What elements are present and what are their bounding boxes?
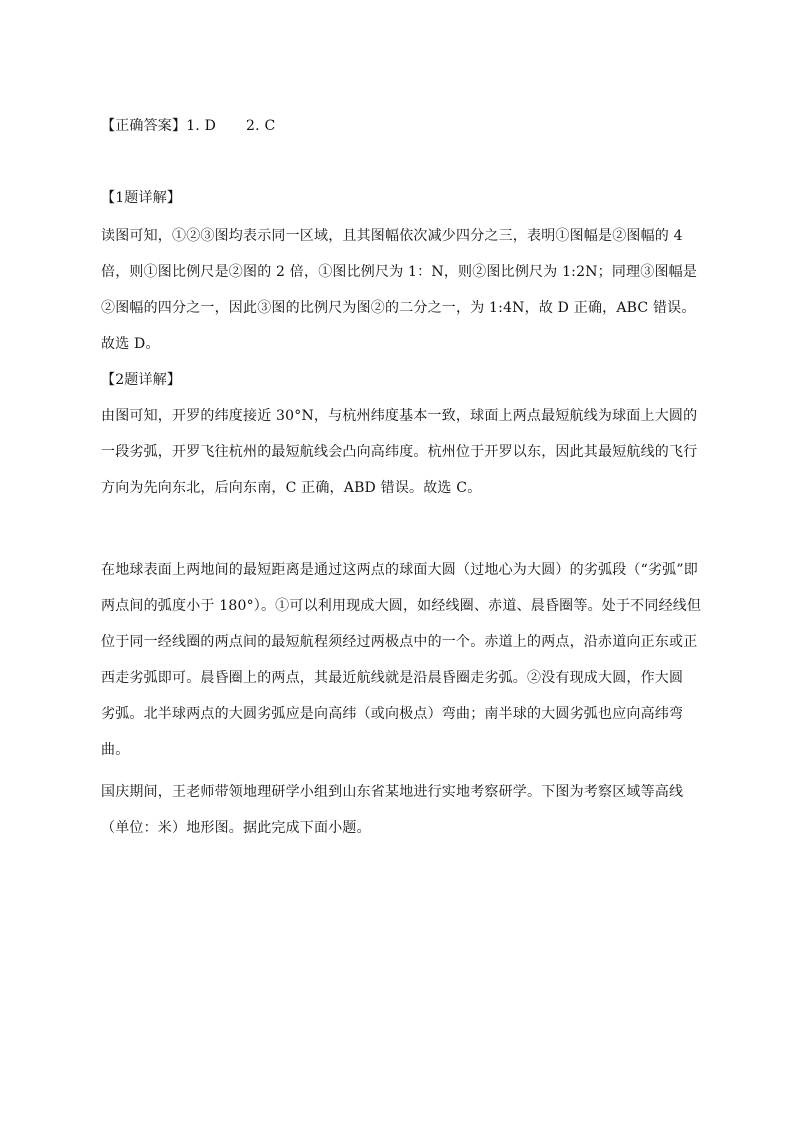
answer-label: 【正确答案】 (101, 118, 187, 134)
q1-line-3: ②图幅的四分之一，因此③图的比例尺为图②的二分之一，为 1:4N，故 D 正确，ABC 错误。 (101, 300, 696, 316)
knowledge-line-6: 曲。 (101, 742, 130, 758)
q2-line-3: 方向为先向东北，后向东南，C 正确，ABD 错误。故选 C。 (101, 480, 482, 496)
next-question-line-2: （单位：米）地形图。据此完成下面小题。 (101, 820, 371, 836)
knowledge-line-1: 在地球表面上两地间的最短距离是通过这两点的球面大圆（过地心为大圆）的劣弧段（“劣弧”即 (101, 562, 698, 578)
next-question-line-1: 国庆期间，王老师带领地理研学小组到山东省某地进行实地考察研学。下图为考察区域等高线 (101, 784, 684, 800)
answer-line (101, 116, 701, 136)
q2-line-1: 由图可知，开罗的纬度接近 30°N，与杭州纬度基本一致，球面上两点最短航线为球面上大圆的 (101, 408, 698, 424)
answer-q1: 1. D (186, 118, 217, 134)
q1-line-2: 倍，则①图比例尺是②图的 2 倍，①图比例尺为 1：N，则②图比例尺为 1:2N；同理③图幅是 (101, 264, 698, 280)
q1-heading: 【1题详解】 (101, 190, 182, 206)
q1-line-4: 故选 D。 (101, 336, 160, 352)
knowledge-line-2: 两点间的弧度小于 180°）。①可以利用现成大圆，如经线圈、赤道、晨昏圈等。处于不同经线但 (101, 598, 702, 614)
knowledge-line-3: 位于同一经线圈的两点间的最短航程须经过两极点中的一个。赤道上的两点，沿赤道向正东或正 (101, 634, 698, 650)
knowledge-line-5: 劣弧。北半球两点的大圆劣弧应是向高纬（或向极点）弯曲；南半球的大圆劣弧也应向高纬弯 (101, 706, 684, 722)
knowledge-line-4: 西走劣弧即可。晨昏圈上的两点，其最近航线就是沿晨昏圈走劣弧。②没有现成大圆，作大圆 (101, 670, 684, 686)
q2-line-2: 一段劣弧，开罗飞往杭州的最短航线会凸向高纬度。杭州位于开罗以东，因此其最短航线的飞行 (101, 444, 698, 460)
q2-heading: 【2题详解】 (101, 372, 182, 388)
answer-q2: 2. C (246, 118, 276, 134)
q1-line-1: 读图可知，①②③图均表示同一区域，且其图幅依次减少四分之三，表明①图幅是②图幅的 4 (101, 228, 683, 244)
